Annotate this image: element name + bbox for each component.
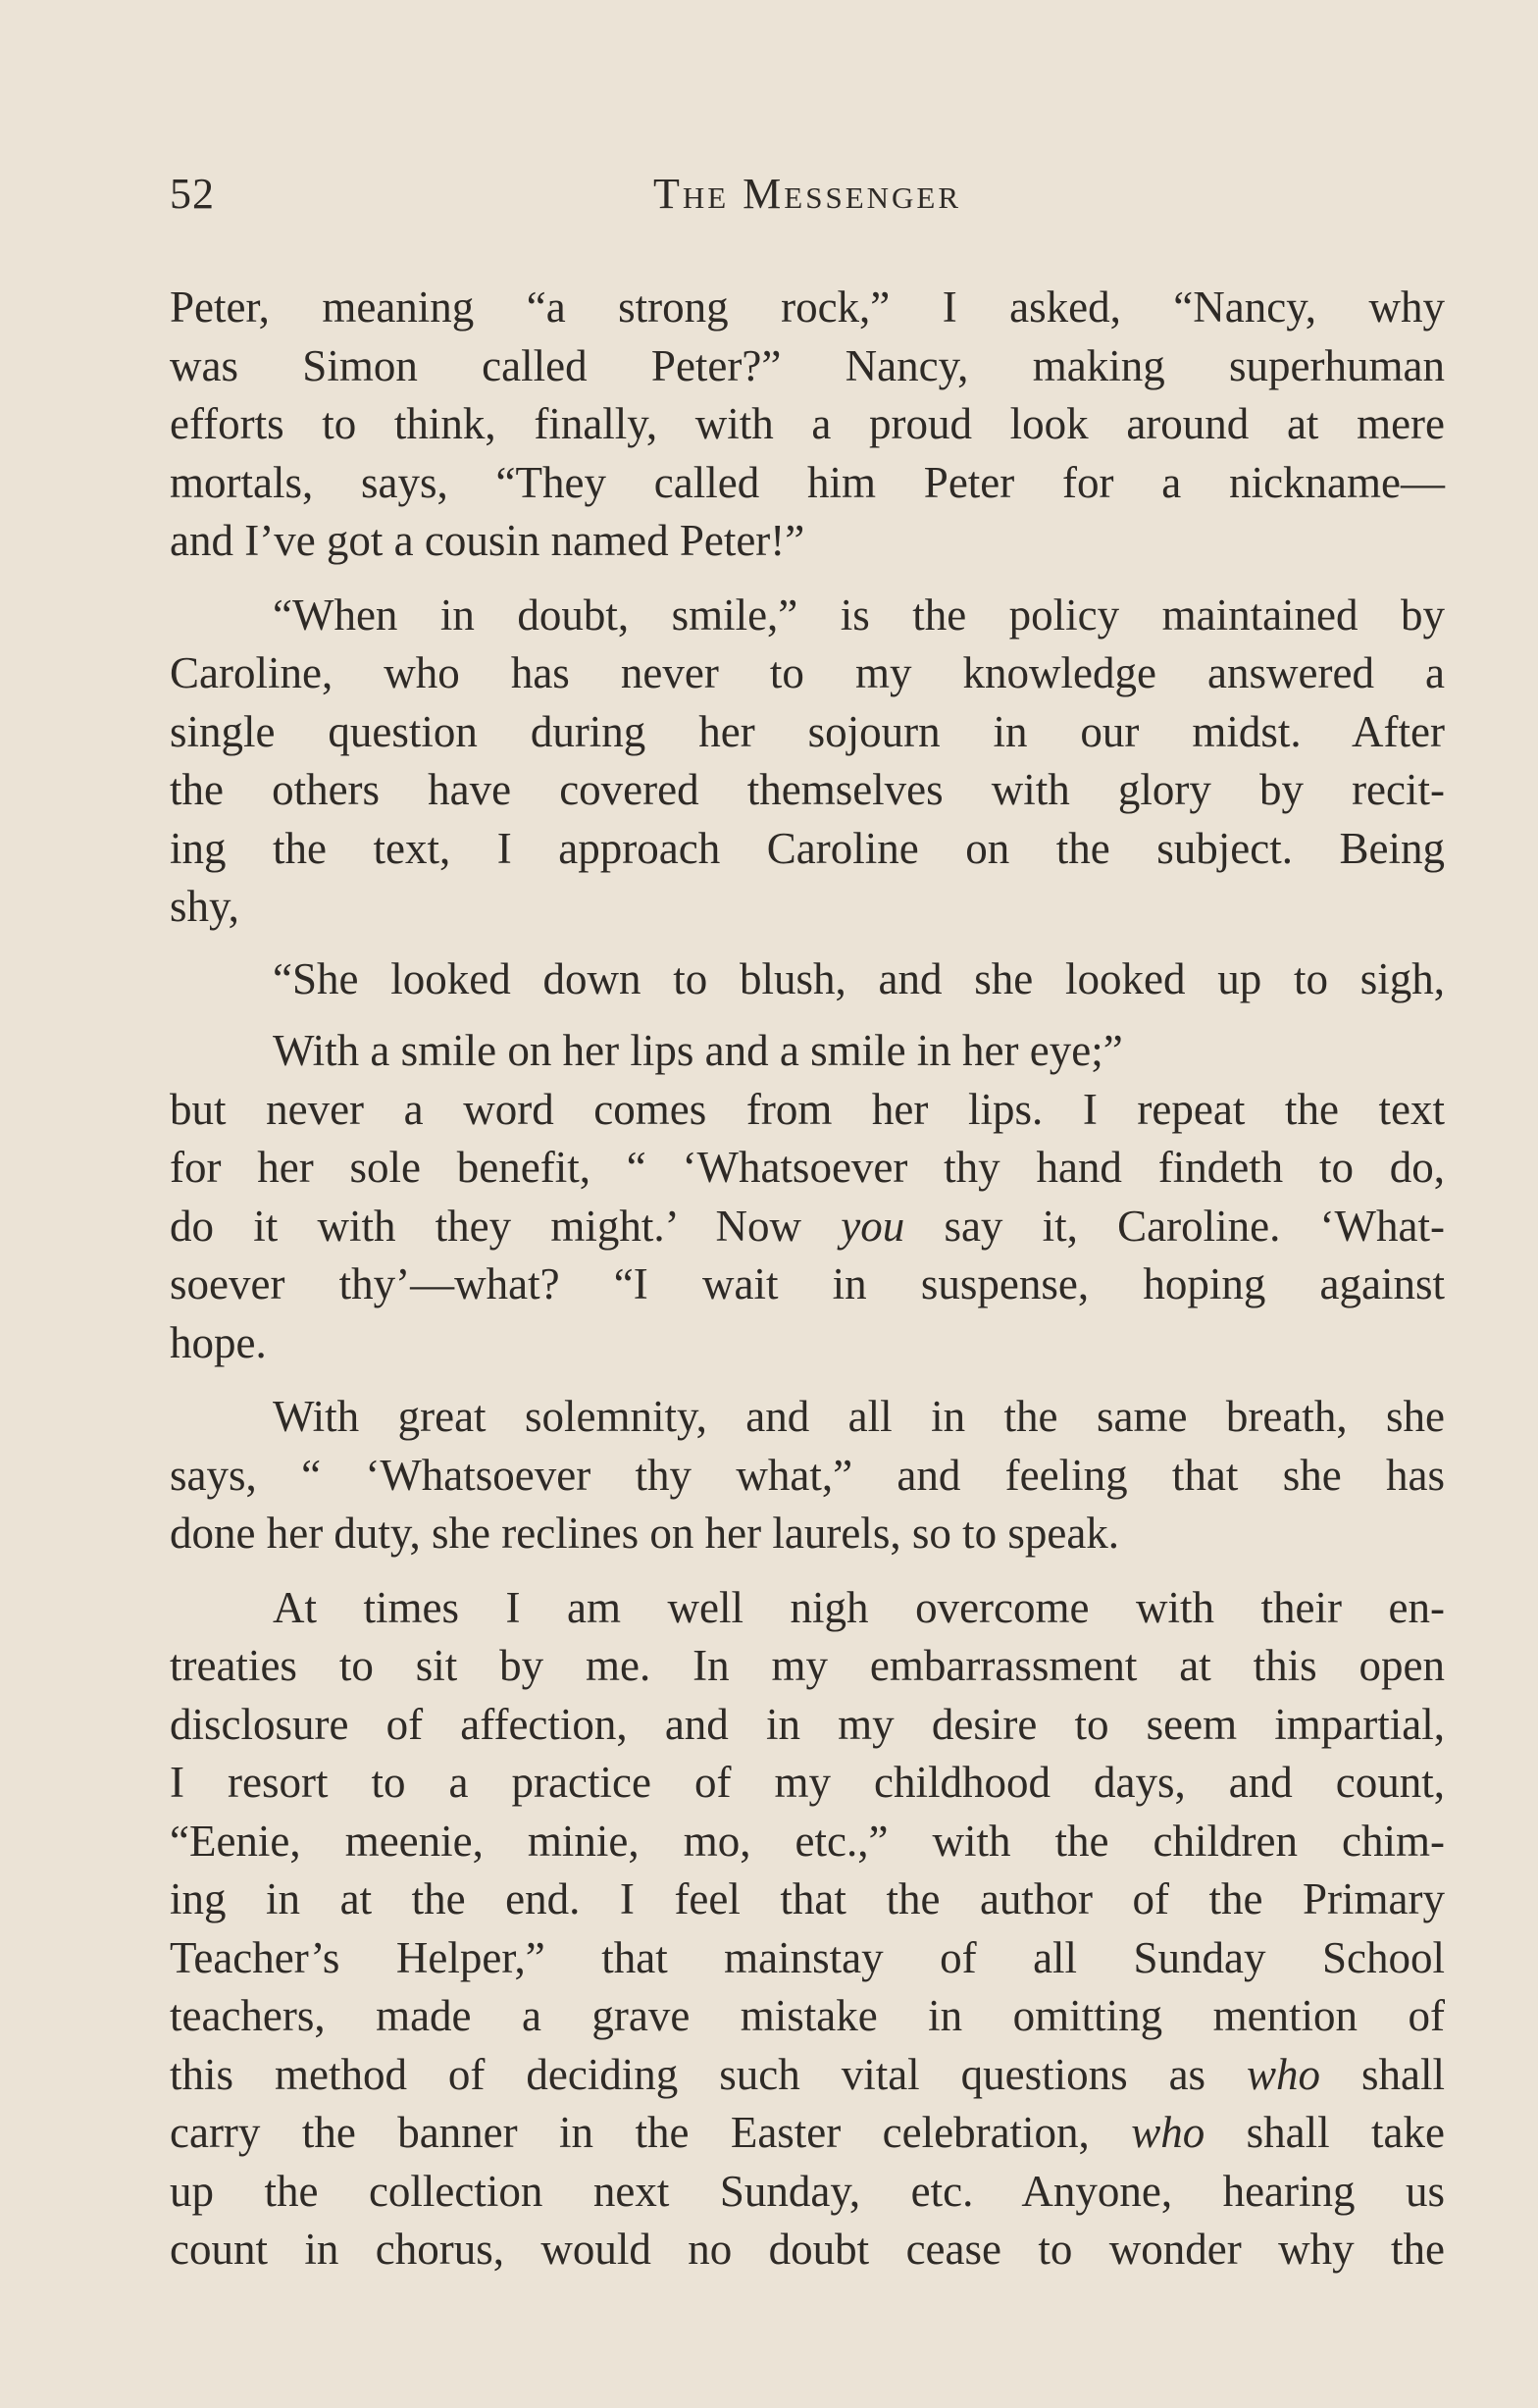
text-line: says, “ ‘Whatsoever thy what,” and feeling that she has xyxy=(170,1450,1445,1500)
text-line: count in chorus, would no doubt cease to wonder why the xyxy=(170,2225,1445,2274)
verse-line: With a smile on her lips and a smile in her eye;” xyxy=(273,1026,1123,1075)
text-line: I resort to a practice of my childhood days, and count, xyxy=(170,1758,1445,1807)
running-title: The Messenger xyxy=(652,170,962,218)
text-line: do it with they might.’ Now you say it, Caroline. ‘What- xyxy=(170,1201,1445,1251)
page-number: 52 xyxy=(170,170,215,218)
text-line: hope. xyxy=(170,1317,267,1367)
text-line: Caroline, who has never to my knowledge answered a xyxy=(170,648,1445,697)
text-line: ing the text, I approach Caroline on the subject. Being xyxy=(170,823,1445,873)
text-line: for her sole benefit, “ ‘Whatsoever thy hand findeth to do, xyxy=(170,1143,1445,1192)
verse-line: “She looked down to blush, and she looked up to sigh, xyxy=(273,953,1445,1003)
text-line: treaties to sit by me. In my embarrassment at this open xyxy=(170,1641,1445,1690)
page-header xyxy=(170,165,1445,224)
text-line: but never a word comes from her lips. I repeat the text xyxy=(170,1084,1445,1134)
text-line: At times I am well nigh overcome with their en- xyxy=(273,1582,1445,1632)
text-line: done her duty, she reclines on her laurels, so to speak. xyxy=(170,1509,1120,1558)
paragraph xyxy=(170,587,1445,937)
text-line: With great solemnity, and all in the same breath, she xyxy=(273,1392,1445,1441)
page-body xyxy=(170,279,1445,2280)
text-line: was Simon called Peter?” Nancy, making superhuman xyxy=(170,340,1445,390)
text-line: “When in doubt, smile,” is the policy maintained by xyxy=(273,589,1445,640)
paragraph xyxy=(170,1579,1445,2280)
paragraph xyxy=(170,950,1445,1373)
text-line: the others have covered themselves with glory by recit- xyxy=(170,765,1445,814)
paragraph xyxy=(170,1388,1445,1563)
text-line: and I’ve got a cousin named Peter!” xyxy=(170,516,805,565)
text-line: “Eenie, meenie, minie, mo, etc.,” with the children chim- xyxy=(170,1816,1445,1866)
text-line: mortals, says, “They called him Peter for a nickname— xyxy=(170,457,1445,507)
text-line: efforts to think, finally, with a proud look around at mere xyxy=(170,399,1445,448)
text-line: up the collection next Sunday, etc. Anyone, hearing us xyxy=(170,2166,1445,2216)
text-line: Peter, meaning “a strong rock,” I asked, “Nancy, why xyxy=(170,282,1445,332)
text-line: ing in at the end. I feel that the author of the Primary xyxy=(170,1874,1445,1923)
text-line: single question during her sojourn in our midst. After xyxy=(170,706,1445,756)
text-line: Teacher’s Helper,” that mainstay of all Sunday School xyxy=(170,1932,1445,1982)
text-line: carry the banner in the Easter celebration, who shall take xyxy=(170,2108,1445,2157)
text-line: shy, xyxy=(170,882,239,931)
text-line: this method of deciding such vital questions as who shall xyxy=(170,2049,1445,2099)
text-line: teachers, made a grave mistake in omitting mention of xyxy=(170,1991,1445,2040)
text-line: soever thy’—what? “I wait in suspense, hoping against xyxy=(170,1259,1445,1308)
paragraph xyxy=(170,279,1445,571)
text-line: disclosure of affection, and in my desire to seem impartial, xyxy=(170,1699,1445,1749)
